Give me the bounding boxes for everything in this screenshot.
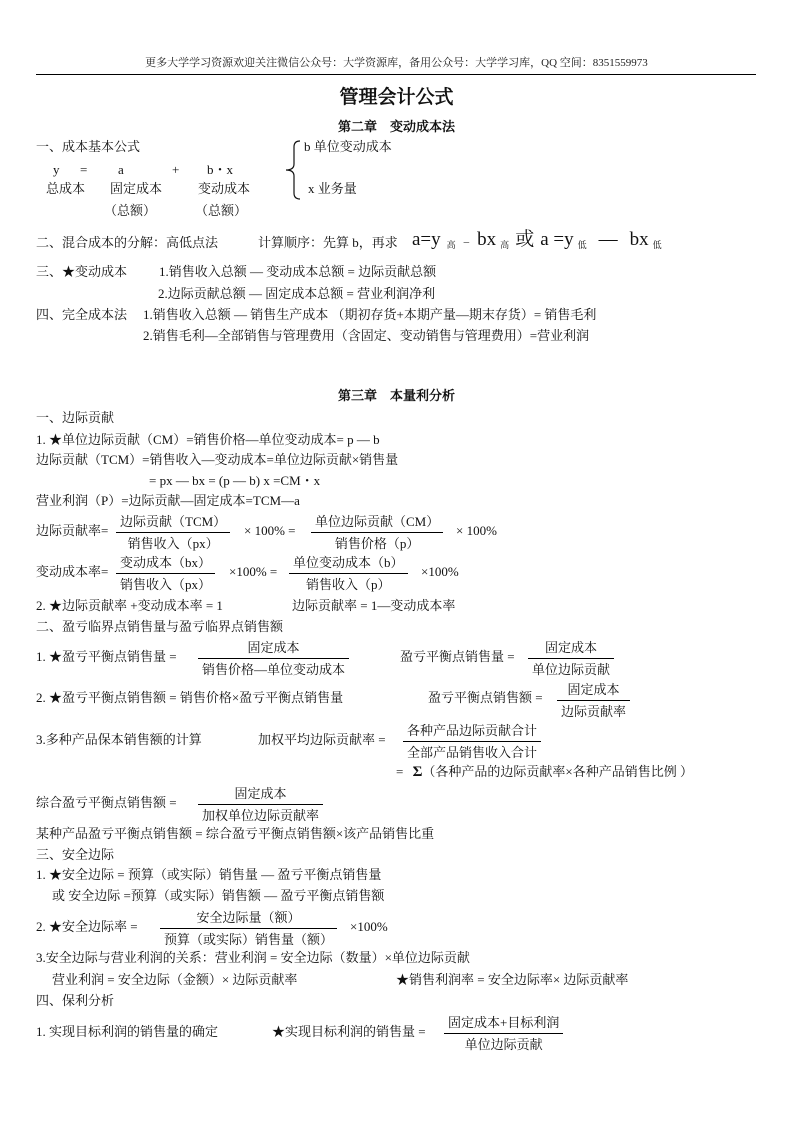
c2-bx: b・x: [207, 162, 234, 177]
c2-s4-line2: 2.销售毛利—全部销售与管理费用（含固定、变动销售与管理费用）=营业利润: [143, 328, 590, 343]
ms-ratio-label: 2. ★安全边际率 =: [36, 919, 138, 934]
c3-s1-l2: 边际贡献（TCM）=销售收入—变动成本=单位边际贡献×销售量: [36, 452, 399, 467]
c2-s3-line2: 2.边际贡献总额 — 固定成本总额 = 营业利润净利: [158, 286, 436, 301]
c2-plus: +: [172, 162, 180, 177]
vc-ratio-fraction-2: 单位变动成本（b） 销售收入（p）: [289, 554, 408, 593]
c2-s3-line1: 1.销售收入总额 — 变动成本总额 = 边际贡献总额: [159, 264, 437, 279]
ms-ratio-fraction: 安全边际量（额） 预算（或实际）销售量（额）: [160, 909, 337, 948]
c3-s3-l4a: 营业利润 = 安全边际（金额）× 边际贡献率: [52, 972, 298, 987]
chapter3-heading: 第三章 本量利分析: [337, 389, 455, 404]
c2-a-note: （总额）: [104, 203, 157, 218]
c2-bx-note: （总额）: [195, 203, 248, 218]
c3-s4-label: 四、保利分析: [36, 993, 115, 1008]
target-profit-fraction: 固定成本+目标利润 单位边际贡献: [444, 1014, 563, 1053]
c3-s3-l4b: ★销售利润率 = 安全边际率× 边际贡献率: [396, 972, 629, 987]
vc-ratio-fraction-1: 变动成本（bx） 销售收入（px）: [116, 554, 215, 593]
target-profit-label: ★实现目标利润的销售量 =: [272, 1024, 426, 1039]
cm-ratio-label: 边际贡献率=: [36, 523, 109, 538]
page-title: 管理会计公式: [339, 86, 454, 108]
c3-s1-label: 一、边际贡献: [36, 410, 115, 425]
composite-breakeven-fraction: 固定成本 加权单位边际贡献率: [198, 785, 323, 824]
c2-s1-label: 一、成本基本公式: [36, 139, 141, 154]
header-note: 更多大学学习资源欢迎关注微信公众号：大学资源库，备用公众号：大学学习库，QQ 空间：8351559973: [145, 57, 648, 69]
breakeven-sales-alt-fraction: 固定成本 边际贡献率: [557, 681, 630, 720]
ms-ratio-tail: ×100%: [350, 919, 388, 934]
c3-s3-label: 三、安全边际: [36, 847, 115, 862]
cm-ratio-fraction-2: 单位边际贡献（CM） 销售价格（p）: [311, 513, 443, 552]
weighted-cm-label: 加权平均边际贡献率 =: [258, 732, 386, 747]
c2-eq: =: [80, 162, 88, 177]
c2-s3-label: 三、★变动成本: [36, 264, 128, 279]
breakeven-qty-alt-label: 盈亏平衡点销售量 =: [400, 649, 515, 664]
weighted-cm-fraction: 各种产品边际贡献合计 全部产品销售收入合计: [403, 722, 541, 761]
cm-ratio-tail: × 100%: [456, 523, 497, 538]
vc-ratio-mid: ×100% =: [229, 564, 278, 579]
breakeven-qty-alt-fraction: 固定成本 单位边际贡献: [528, 639, 614, 678]
c2-s2-order: 计算顺序：先算 b，再求: [258, 235, 398, 250]
c2-a-name: 固定成本: [110, 181, 163, 196]
brace-x-def: x 业务量: [308, 181, 357, 196]
sigma-icon: Σ: [412, 764, 423, 780]
c2-y: y: [53, 162, 60, 177]
c2-s4-label: 四、完全成本法: [36, 307, 128, 322]
c3-s1-l5b: 边际贡献率 = 1—变动成本率: [292, 598, 456, 613]
breakeven-qty-fraction: 固定成本 销售价格—单位变动成本: [198, 639, 349, 678]
breakeven-sales-label: 2. ★盈亏平衡点销售额 = 销售价格×盈亏平衡点销售量: [36, 690, 344, 705]
c2-bx-name: 变动成本: [198, 181, 251, 196]
c3-s2-label: 二、盈亏临界点销售量与盈亏临界点销售额: [36, 619, 284, 634]
c3-s3-l2: 或 安全边际 =预算（或实际）销售额 — 盈亏平衡点销售额: [52, 888, 385, 903]
breakeven-qty-label: 1. ★盈亏平衡点销售量 =: [36, 649, 177, 664]
header-rule: [36, 74, 756, 75]
c2-a: a: [118, 162, 124, 177]
c3-s3-l3: 3.安全边际与营业利润的关系：营业利润 = 安全边际（数量）×单位边际贡献: [36, 950, 470, 965]
cm-ratio-fraction-1: 边际贡献（TCM） 销售收入（px）: [116, 513, 230, 552]
c2-s4-line1: 1.销售收入总额 — 销售生产成本 （期初存货+本期产量—期末存货）= 销售毛利: [143, 307, 597, 322]
chapter2-heading: 第二章 变动成本法: [337, 120, 455, 135]
weighted-cm-alt: = Σ（各种产品的边际贡献率×各种产品销售比例 ）: [396, 764, 693, 780]
cm-ratio-mid: × 100% =: [244, 523, 296, 538]
multi-product-label: 3.多种产品保本销售额的计算: [36, 732, 202, 747]
c3-s1-l5a: 2. ★边际贡献率 +变动成本率 = 1: [36, 598, 223, 613]
product-breakeven-line: 某种产品盈亏平衡点销售额 = 综合盈亏平衡点销售额×该产品销售比重: [36, 826, 435, 841]
vc-ratio-label: 变动成本率=: [36, 564, 109, 579]
c3-s1-l4: 营业利润（P）=边际贡献—固定成本=TCM—a: [36, 493, 300, 508]
composite-breakeven-label: 综合盈亏平衡点销售额 =: [36, 795, 177, 810]
c2-s2-label: 二、混合成本的分解：高低点法: [36, 235, 219, 250]
c3-s3-l1: 1. ★安全边际 = 预算（或实际）销售量 — 盈亏平衡点销售量: [36, 867, 382, 882]
c3-s4-l1: 1. 实现目标利润的销售量的确定: [36, 1024, 219, 1039]
c3-s1-l3: = px — bx = (p — b) x =CM・x: [149, 473, 321, 488]
high-low-formula: a=y $_高$ – bx $_高$ 或 a =y $_低$ — bx $_低$: [412, 229, 662, 250]
c3-s1-l1: 1. ★单位边际贡献（CM）=销售价格—单位变动成本= p — b: [36, 432, 380, 447]
vc-ratio-tail: ×100%: [421, 564, 459, 579]
brace-b-def: b 单位变动成本: [304, 139, 392, 154]
curly-brace-icon: [284, 139, 304, 201]
breakeven-sales-alt-label: 盈亏平衡点销售额 =: [428, 690, 543, 705]
c2-y-name: 总成本: [46, 181, 86, 196]
